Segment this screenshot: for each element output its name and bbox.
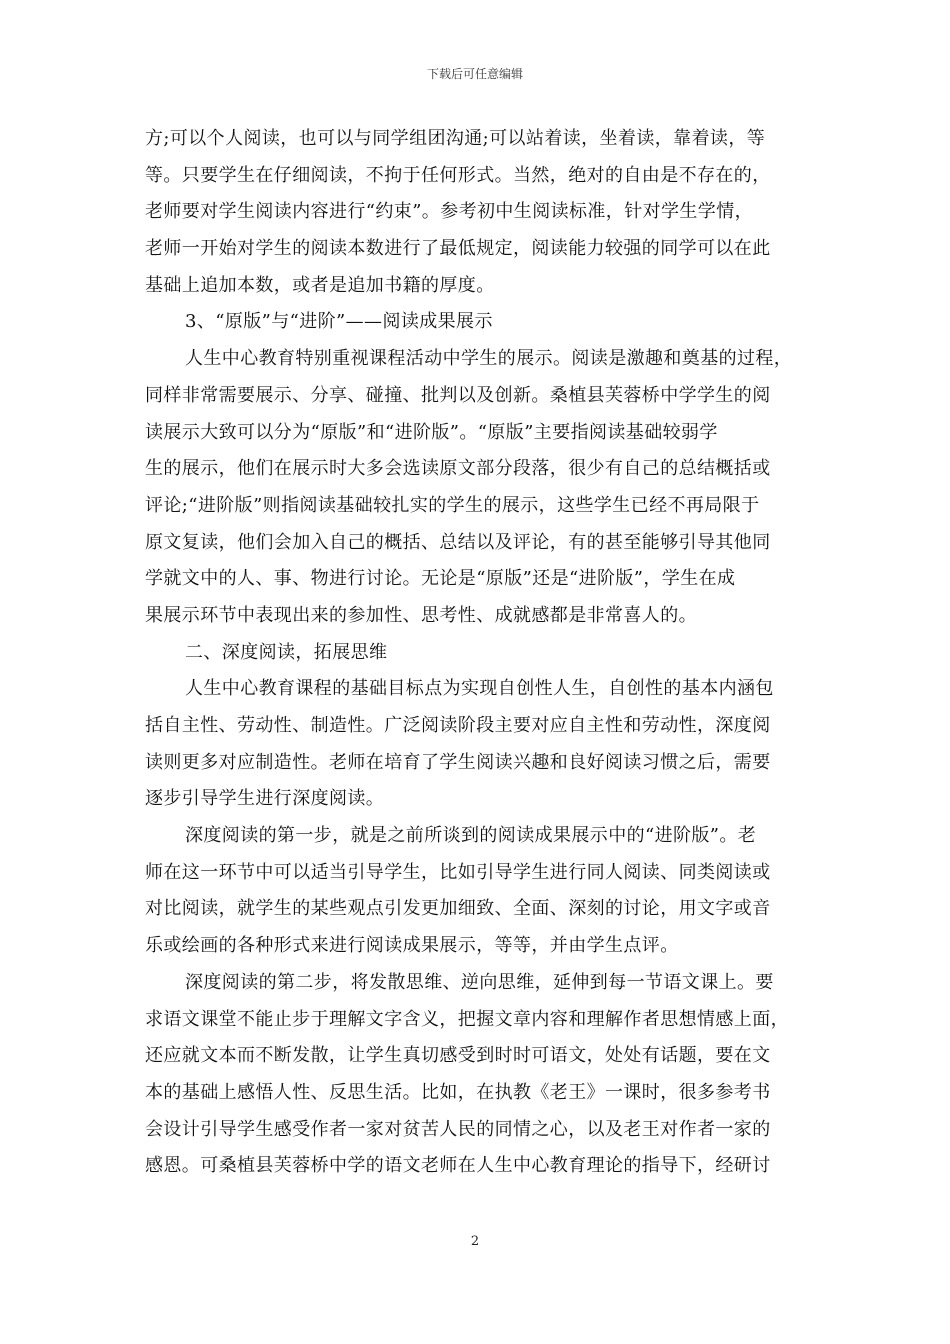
text-line: 方;可以个人阅读，也可以与同学组团沟通;可以站着读，坐着读，靠着读，等 bbox=[145, 128, 766, 149]
text-line: 求语文课堂不能止步于理解文字含义，把握文章内容和理解作者思想情感上面， bbox=[145, 1008, 789, 1030]
text-line: 逐步引导学生进行深度阅读。 bbox=[145, 788, 385, 810]
text-line: 评论;“进阶版”则指阅读基础较扎实的学生的展示，这些学生已经不再局限于 bbox=[145, 494, 760, 516]
text-line: 乐或绘画的各种形式来进行阅读成果展示，等等，并由学生点评。 bbox=[145, 935, 679, 957]
text-line: 括自主性、劳动性、制造性。广泛阅读阶段主要对应自主性和劳动性，深度阅 bbox=[145, 715, 771, 736]
page-number: 2 bbox=[470, 1234, 480, 1249]
section-heading: 二、深度阅读，拓展思维 bbox=[185, 641, 388, 663]
text-line: 对比阅读，就学生的某些观点引发更加细致、全面、深刻的讨论，用文字或音 bbox=[145, 898, 771, 920]
page-header: 下载后可任意编辑 bbox=[426, 67, 523, 81]
text-line: 老师一开始对学生的阅读本数进行了最低规定，阅读能力较强的同学可以在此 bbox=[145, 238, 771, 260]
text-line: 果展示环节中表现出来的参加性、思考性、成就感都是非常喜人的。 bbox=[145, 604, 697, 626]
text-line: 人生中心教育特别重视课程活动中学生的展示。阅读是激趣和奠基的过程， bbox=[185, 348, 793, 370]
text-line: 深度阅读的第一步，就是之前所谈到的阅读成果展示中的“进阶版”。老 bbox=[185, 825, 757, 847]
text-line: 人生中心教育课程的基础目标点为实现自创性人生，自创性的基本内涵包 bbox=[185, 678, 774, 700]
section-heading: 3、“原版”与“进阶”——阅读成果展示 bbox=[185, 311, 493, 333]
text-line: 生的展示，他们在展示时大多会选读原文部分段落，很少有自己的总结概括或 bbox=[145, 458, 771, 480]
text-line: 读展示大致可以分为“原版”和“进阶版”。“原版”主要指阅读基础较弱学 bbox=[145, 421, 718, 443]
text-line: 原文复读，他们会加入自己的概括、总结以及评论，有的甚至能够引导其他同 bbox=[145, 531, 771, 553]
text-line: 感恩。可桑植县芙蓉桥中学的语文老师在人生中心教育理论的指导下，经研讨 bbox=[145, 1155, 771, 1177]
text-line: 读则更多对应制造性。老师在培育了学生阅读兴趣和良好阅读习惯之后，需要 bbox=[145, 751, 771, 773]
text-line: 还应就文本而不断发散，让学生真切感受到时时可语文，处处有话题，要在文 bbox=[145, 1045, 771, 1067]
text-line: 深度阅读的第二步，将发散思维、逆向思维，延伸到每一节语文课上。要 bbox=[185, 971, 774, 993]
text-line: 同样非常需要展示、分享、碰撞、批判以及创新。桑植县芙蓉桥中学学生的阅 bbox=[145, 384, 771, 406]
text-line: 师在这一环节中可以适当引导学生，比如引导学生进行同人阅读、同类阅读或 bbox=[145, 861, 771, 883]
document-body bbox=[145, 121, 807, 1185]
text-line: 学就文中的人、事、物进行讨论。无论是“原版”还是“进阶版”，学生在成 bbox=[145, 568, 736, 590]
text-line: 本的基础上感悟人性、反思生活。比如，在执教《老王》一课时，很多参考书 bbox=[145, 1081, 771, 1103]
text-line: 老师要对学生阅读内容进行“约束”。参考初中生阅读标准，针对学生学情， bbox=[145, 201, 754, 223]
text-line: 会设计引导学生感受作者一家对贫苦人民的同情之心，以及老王对作者一家的 bbox=[145, 1118, 771, 1140]
text-line: 基础上追加本数，或者是追加书籍的厚度。 bbox=[145, 274, 495, 296]
text-line: 等。只要学生在仔细阅读，不拘于任何形式。当然，绝对的自由是不存在的， bbox=[145, 164, 771, 186]
